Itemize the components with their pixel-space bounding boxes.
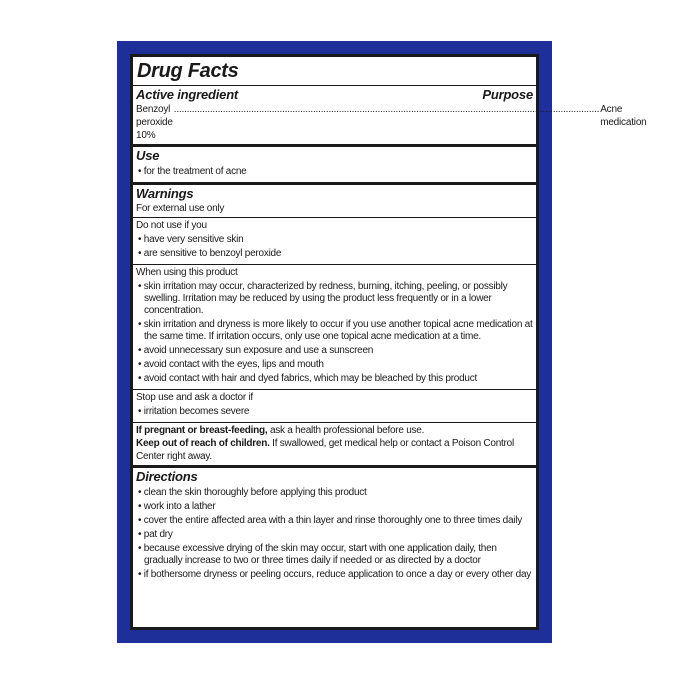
- leader-dots: .....................................................................................................................................................................: [173, 104, 600, 115]
- drug-facts-title: Drug Facts: [133, 57, 536, 86]
- pregnancy-children-section: [133, 422, 536, 465]
- list-item: • if bothersome dryness or peeling occurs, reduce application to once a day or every other day: [136, 569, 533, 581]
- list-item: • irritation becomes severe: [136, 406, 533, 418]
- list-item: • are sensitive to benzoyl peroxide: [136, 248, 533, 260]
- children-warning: [136, 437, 533, 463]
- warnings-heading: Warnings: [136, 186, 194, 201]
- list-item: • avoid contact with the eyes, lips and mouth: [136, 359, 533, 371]
- stop-use-section: [133, 389, 536, 422]
- ingredient-purpose: Acne medication: [600, 104, 647, 128]
- active-ingredient-heading: Active ingredient: [136, 87, 239, 102]
- use-heading: Use: [136, 148, 160, 163]
- purpose-heading: Purpose: [482, 87, 533, 102]
- when-using-section: [133, 264, 536, 389]
- when-using-heading: When using this product: [136, 267, 238, 278]
- directions-section: [133, 465, 536, 585]
- stop-use-heading: Stop use and ask a doctor if: [136, 392, 253, 403]
- directions-heading: Directions: [136, 469, 198, 484]
- label-frame: [117, 41, 647, 643]
- list-item: • because excessive drying of the skin may occur, start with one application daily, then gradually increase to two or three times daily if needed or as directed by a doctor: [136, 543, 533, 567]
- drug-facts-panel: [133, 57, 647, 627]
- active-ingredient-section: [133, 86, 647, 144]
- list-item: • skin irritation and dryness is more likely to occur if you use another topical acne medication at the same time. If irritation occurs, only use one topical acne medication at a time.: [136, 319, 533, 343]
- ingredient-name: Benzoyl peroxide 10%: [136, 104, 173, 141]
- children-text: If swallowed, get medical help or contact a Poison Control Center right away.: [136, 438, 514, 462]
- ingredient-row: [136, 103, 647, 142]
- list-item: • cover the entire affected area with a thin layer and rinse thoroughly one to three times daily: [136, 515, 533, 527]
- pregnancy-label: If pregnant or breast-feeding,: [136, 425, 268, 436]
- use-section: [133, 144, 536, 182]
- list-item: • have very sensitive skin: [136, 234, 533, 246]
- external-use-text: For external use only: [136, 203, 225, 214]
- list-item: • for the treatment of acne: [136, 166, 533, 178]
- pregnancy-text: ask a health professional before use.: [269, 425, 425, 436]
- list-item: • pat dry: [136, 529, 533, 541]
- do-not-use-section: [133, 217, 536, 264]
- pregnancy-warning: [136, 424, 533, 437]
- list-item: • clean the skin thoroughly before applying this product: [136, 487, 533, 499]
- list-item: • skin irritation may occur, characterized by redness, burning, itching, peeling, or possibly swelling. Irritation may be reduced by using the product less frequently or in a lower concentration.: [136, 281, 533, 317]
- list-item: • avoid contact with hair and dyed fabrics, which may be bleached by this product: [136, 373, 533, 385]
- children-label: Keep out of reach of children.: [136, 438, 270, 449]
- do-not-use-heading: Do not use if you: [136, 220, 207, 231]
- warnings-section: [133, 182, 536, 217]
- list-item: • avoid unnecessary sun exposure and use a sunscreen: [136, 345, 533, 357]
- label-border: [130, 54, 647, 630]
- list-item: • work into a lather: [136, 501, 533, 513]
